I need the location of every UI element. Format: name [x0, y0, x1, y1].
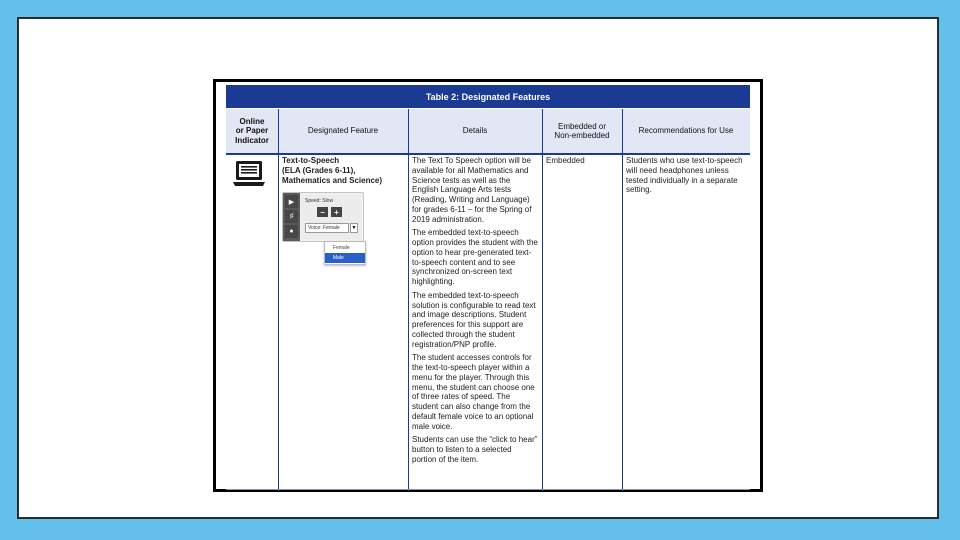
click-to-hear-icon: ♯ [285, 210, 298, 223]
column-divider [408, 109, 409, 491]
designated-features-table [226, 85, 750, 487]
voice-dropdown-menu [324, 241, 366, 265]
details-cell [412, 156, 538, 469]
header-embedded: Embedded or Non-embedded [554, 121, 610, 140]
feature-name: Text-to-Speech (ELA (Grades 6-11), Mathematics and Science) [282, 156, 383, 185]
voice-select: Voice: Female [305, 223, 349, 233]
table-header-row [226, 109, 750, 155]
table-bottom-border [226, 489, 750, 490]
header-indicator: Online or Paper Indicator [235, 117, 269, 145]
voice-option-male: Male [325, 253, 365, 263]
column-divider [622, 109, 623, 491]
header-details: Details [462, 126, 488, 136]
details-paragraph: The embedded text-to-speech option provides the student with the option to hear pre-generated text-to-speech content and to see synchronized on-screen text highlighting. [412, 228, 538, 286]
embedded-value: Embedded [546, 156, 585, 165]
speed-label: Speed: Slow [305, 198, 334, 204]
play-icon: ▶ [285, 195, 298, 208]
column-divider [542, 109, 543, 491]
details-paragraph: The student accesses controls for the text-to-speech player within a menu for the player. Through this menu, the student can choose one of three rates of speed. The student can also change from the default female voice to an optional male voice. [412, 353, 535, 431]
settings-icon: ● [285, 225, 298, 238]
speed-decrease-button: − [317, 207, 328, 217]
column-divider [278, 109, 279, 491]
tts-settings-panel [301, 195, 361, 239]
details-paragraph: Students can use the “click to hear” button to listen to a selected portion of the item. [412, 435, 538, 464]
slide [17, 17, 939, 519]
header-feature: Designated Feature [307, 126, 379, 136]
recommendations-value: Students who use text-to-speech will need headphones unless tested individually in a separate setting. [626, 156, 743, 195]
document-image [213, 79, 763, 492]
details-paragraph: The embedded text-to-speech solution is configurable to read text and image descriptions. Student preferences for this support are collected through the student registration/PNP profile. [412, 290, 536, 349]
details-paragraph: The Text To Speech option will be available for all Mathematics and Science tests as well as the English Language Arts tests (Reading, Writing and Language) for grades 6-11 – for the Spring of 2019 administration. [412, 156, 532, 224]
laptop-icon [232, 159, 266, 189]
voice-option-female: Female [333, 245, 350, 251]
header-recommendations: Recommendations for Use [638, 126, 734, 136]
tts-player-widget [282, 192, 364, 242]
tts-sidebar [283, 193, 300, 241]
chevron-down-icon: ▼ [351, 225, 357, 231]
speed-increase-button: + [331, 207, 342, 217]
table-title: Table 2: Designated Features [226, 85, 750, 108]
